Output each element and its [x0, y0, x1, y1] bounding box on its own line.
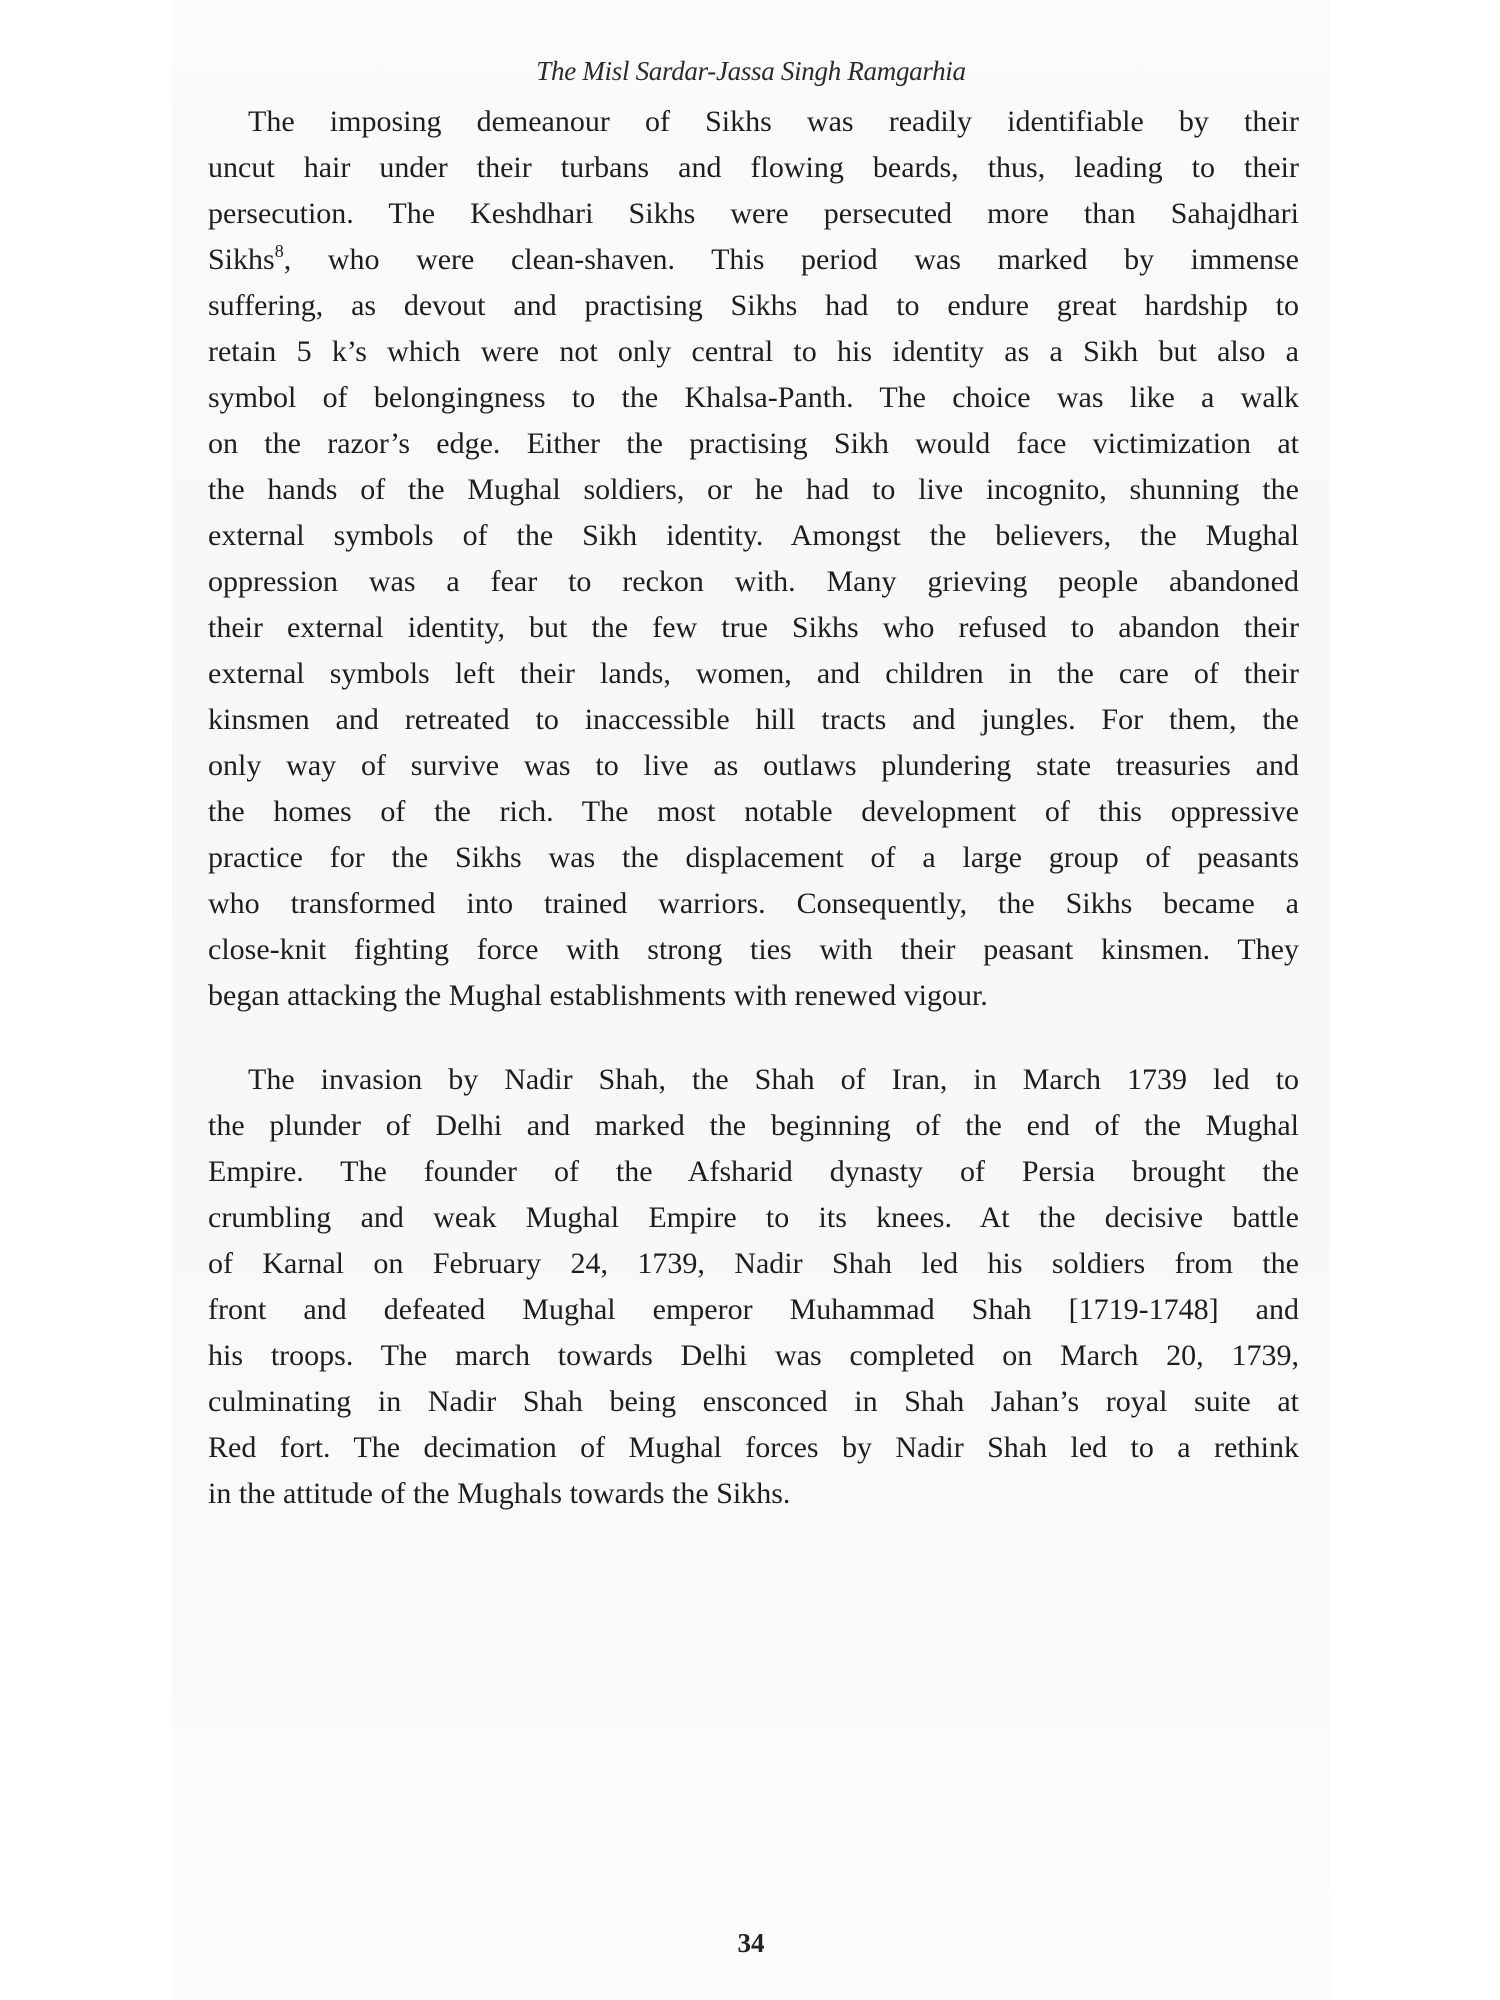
text-line: external symbols left their lands, women, and children in the care of their [208, 657, 1299, 690]
text-line: on the razor’s edge. Either the practising Sikh would face victimization at [208, 427, 1299, 460]
text-line: crumbling and weak Mughal Empire to its knees. At the decisive battle [208, 1201, 1299, 1234]
text-line: only way of survive was to live as outlaws plundering state treasuries and [208, 749, 1299, 782]
text-segment: Sikhs [208, 243, 275, 276]
text-line: external symbols of the Sikh identity. Amongst the believers, the Mughal [208, 519, 1299, 552]
footnote-marker[interactable]: 8 [274, 241, 284, 261]
page-number: 34 [737, 1928, 765, 1958]
text-line: The invasion by Nadir Shah, the Shah of Iran, in March 1739 led to [248, 1063, 1299, 1096]
text-line: retain 5 k’s which were not only central to his identity as a Sikh but also a [208, 335, 1299, 368]
text-line: who transformed into trained warriors. Consequently, the Sikhs became a [208, 887, 1299, 920]
running-header: The Misl Sardar-Jassa Singh Ramgarhia [536, 56, 966, 86]
text-line: the plunder of Delhi and marked the beginning of the end of the Mughal [208, 1109, 1299, 1142]
text-line: kinsmen and retreated to inaccessible hill tracts and jungles. For them, the [208, 703, 1299, 736]
text-line: symbol of belongingness to the Khalsa-Panth. The choice was like a walk [208, 381, 1299, 414]
text-line: oppression was a fear to reckon with. Many grieving people abandoned [208, 565, 1299, 598]
text-line: Empire. The founder of the Afsharid dynasty of Persia brought the [208, 1155, 1299, 1188]
text-line-with-footnote [208, 240, 1299, 280]
text-line-last: in the attitude of the Mughals towards the Sikhs. [208, 1477, 791, 1510]
text-line: The imposing demeanour of Sikhs was readily identifiable by their [248, 105, 1299, 138]
text-line: the homes of the rich. The most notable development of this oppressive [208, 795, 1299, 828]
text-line: close-knit fighting force with strong ties with their peasant kinsmen. They [208, 933, 1299, 966]
text-line: uncut hair under their turbans and flowing beards, thus, leading to their [208, 151, 1299, 184]
text-line: their external identity, but the few true Sikhs who refused to abandon their [208, 611, 1299, 644]
text-line: the hands of the Mughal soldiers, or he had to live incognito, shunning the [208, 473, 1299, 506]
text-line: his troops. The march towards Delhi was completed on March 20, 1739, [208, 1339, 1299, 1372]
text-line: suffering, as devout and practising Sikhs had to endure great hardship to [208, 289, 1299, 322]
text-line: front and defeated Mughal emperor Muhammad Shah [1719-1748] and [208, 1293, 1299, 1326]
text-line-last: began attacking the Mughal establishments with renewed vigour. [208, 979, 988, 1012]
text-line: persecution. The Keshdhari Sikhs were persecuted more than Sahajdhari [208, 197, 1299, 230]
text-line: of Karnal on February 24, 1739, Nadir Shah led his soldiers from the [208, 1247, 1299, 1280]
text-line: Red fort. The decimation of Mughal forces by Nadir Shah led to a rethink [208, 1431, 1299, 1464]
text-segment: , who were clean-shaven. This period was marked by immense [283, 243, 1299, 276]
text-line: culminating in Nadir Shah being ensconced in Shah Jahan’s royal suite at [208, 1385, 1299, 1418]
text-line: practice for the Sikhs was the displacement of a large group of peasants [208, 841, 1299, 874]
